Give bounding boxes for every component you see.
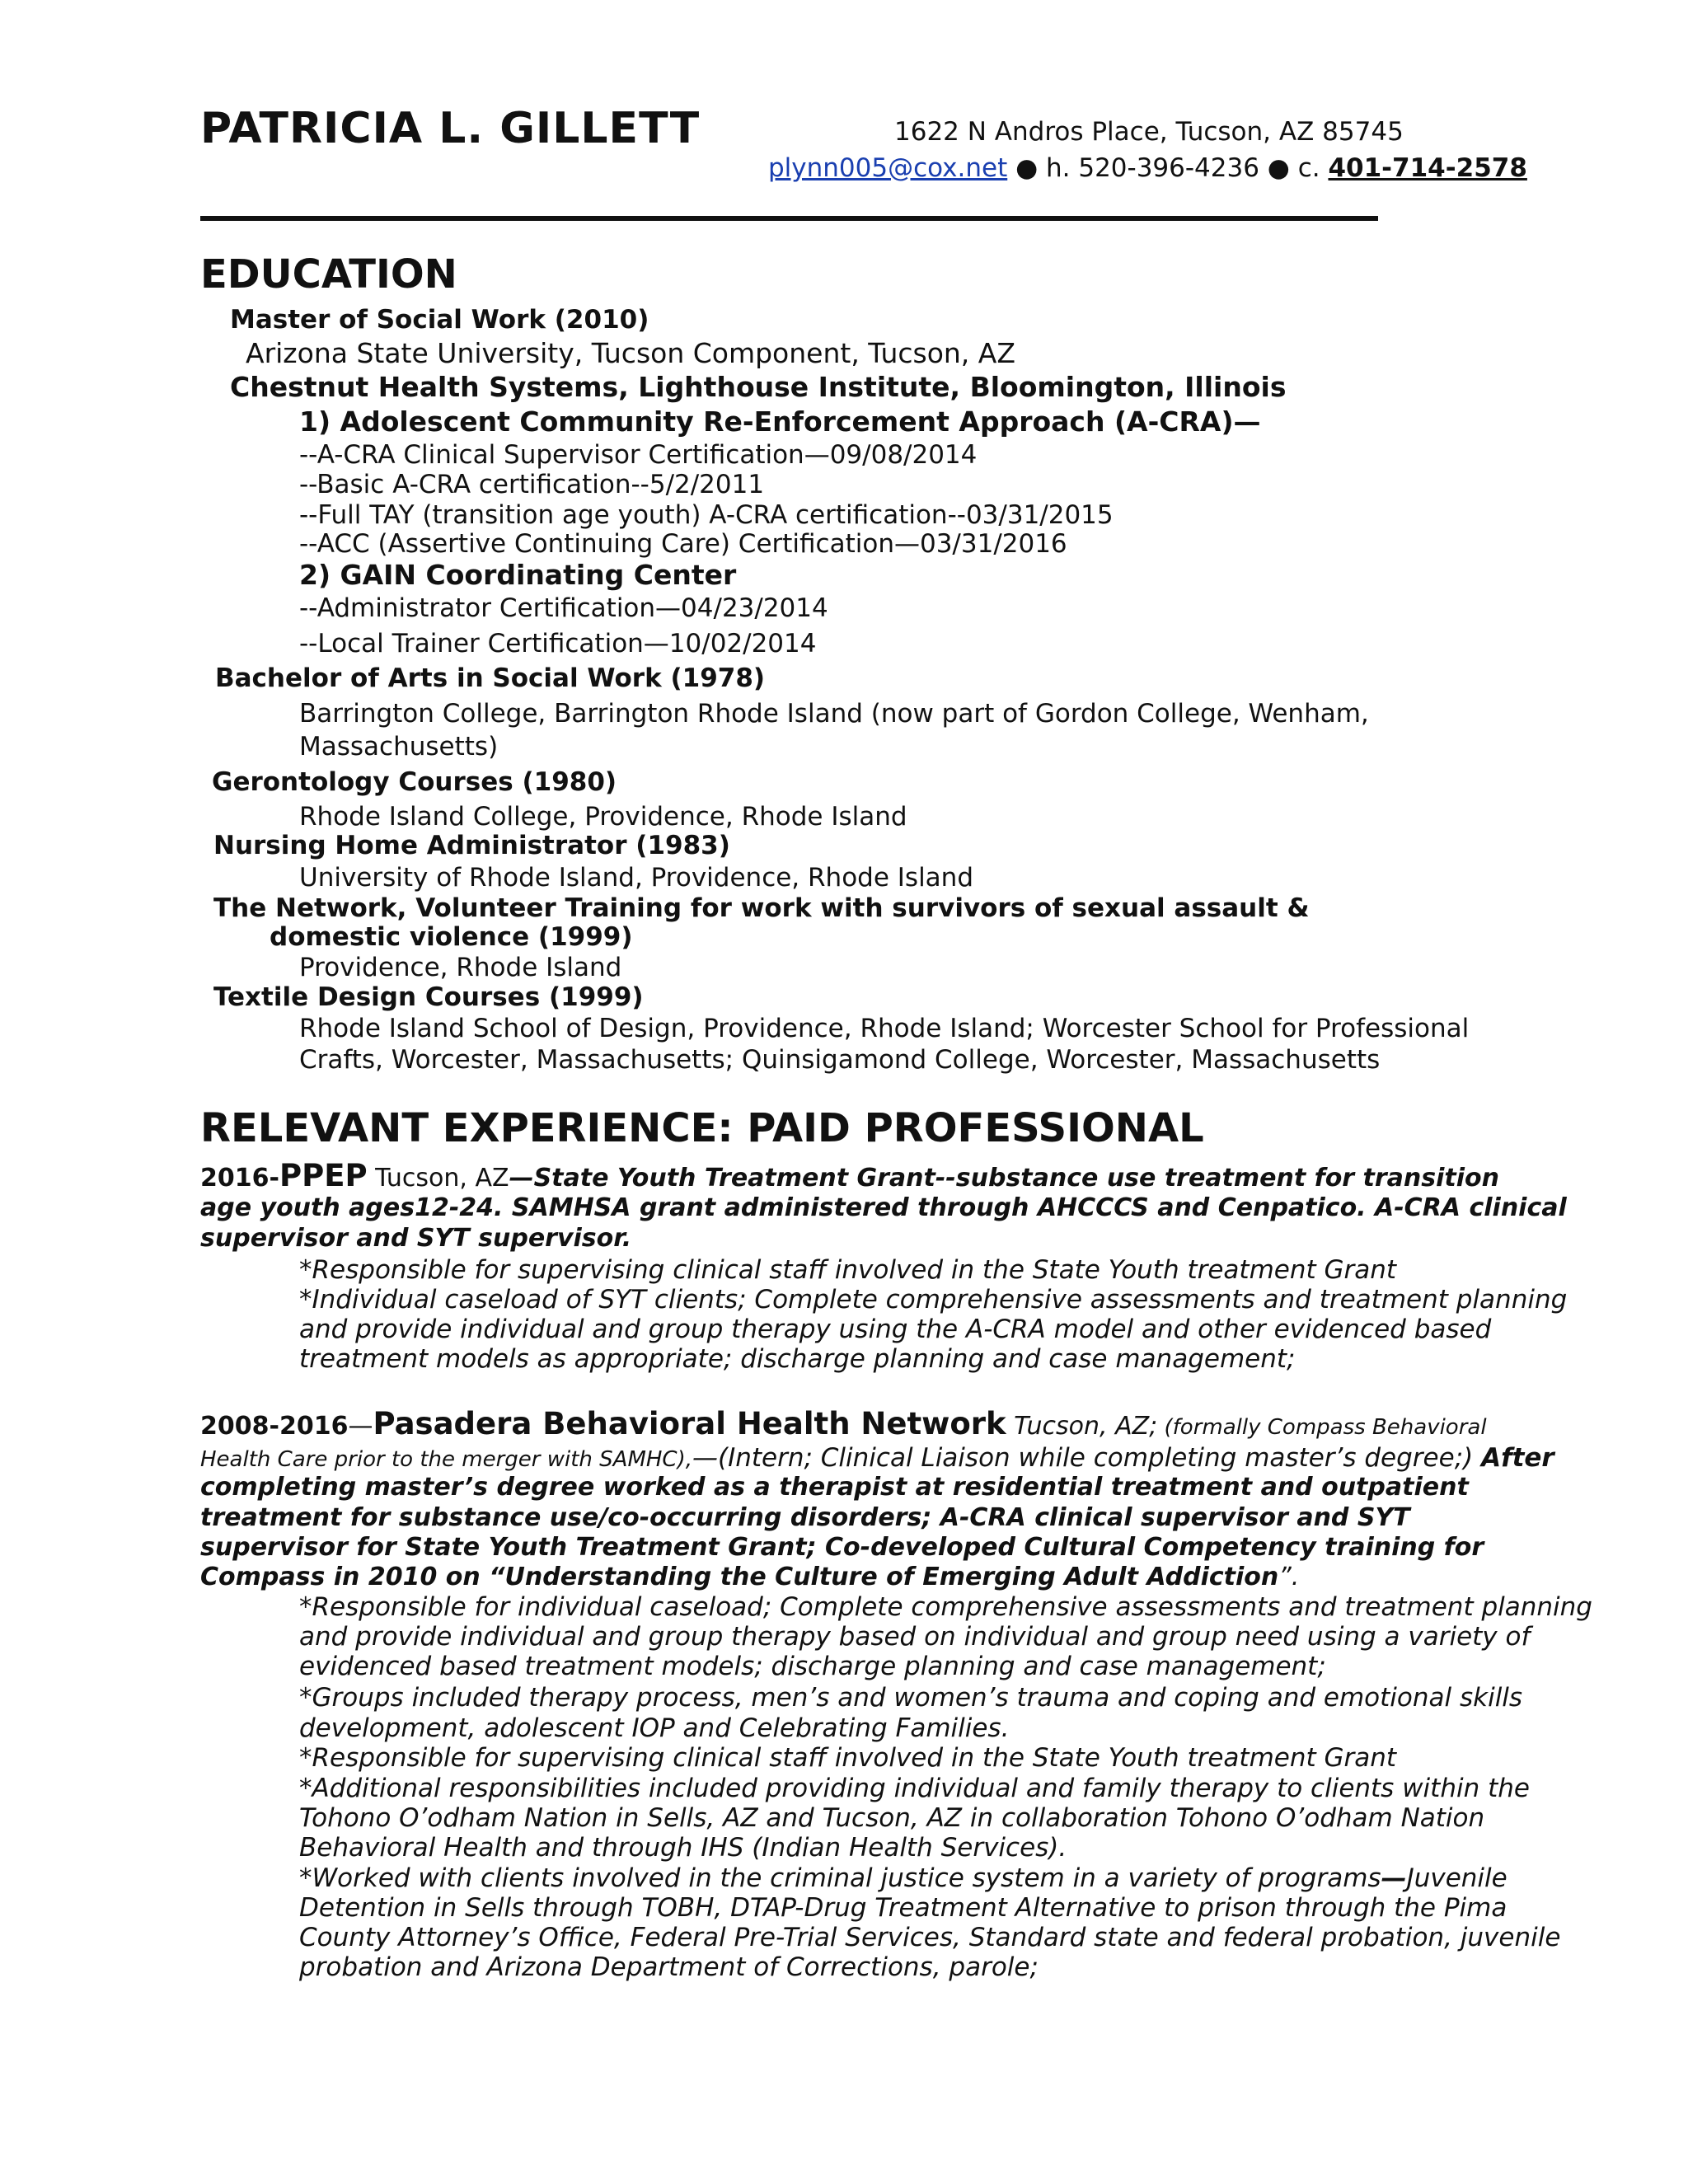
ppep-place: Tucson, AZ xyxy=(367,1164,509,1193)
pasadera-bullet: probation and Arizona Department of Corrections, parole; xyxy=(299,1952,1039,1982)
nursing-title: Nursing Home Administrator (1983) xyxy=(213,831,730,860)
pasadera-summary: Compass in 2010 on “Understanding the Culture of Emerging Adult Addiction xyxy=(200,1563,1279,1591)
pasadera-bullet: Behavioral Health and through IHS (Indian Health Services). xyxy=(299,1833,1067,1863)
pasadera-intro xyxy=(200,1442,1554,1475)
acra-item: --Basic A-CRA certification--5/2/2011 xyxy=(299,470,765,499)
msw-school: Arizona State University, Tucson Component, Tucson, AZ xyxy=(246,337,1015,369)
pasadera-after: After xyxy=(1481,1443,1554,1473)
acra-item: --Full TAY (transition age youth) A-CRA certification--03/31/2015 xyxy=(299,500,1114,530)
ppep-desc: —State Youth Treatment Grant--substance use treatment for transition xyxy=(509,1164,1500,1193)
bullet-text: *Worked with clients involved in the criminal justice system in a variety of programs xyxy=(299,1863,1381,1893)
bullet-text: Juvenile xyxy=(1406,1863,1507,1893)
pasadera-header xyxy=(200,1408,1487,1443)
gerontology-title: Gerontology Courses (1980) xyxy=(212,767,617,797)
nursing-school: University of Rhode Island, Providence, Rhode Island xyxy=(299,863,974,893)
pasadera-bullet: Detention in Sells through TOBH, DTAP-Drug Treatment Alternative to prison through the Pima xyxy=(299,1893,1507,1923)
acra-title: 1) Adolescent Community Re-Enforcement Approach (A-CRA)— xyxy=(299,405,1261,438)
textile-school: Rhode Island School of Design, Providence, Rhode Island; Worcester School for Professional xyxy=(299,1014,1470,1043)
em-dash: — xyxy=(1381,1863,1407,1893)
gain-title: 2) GAIN Coordinating Center xyxy=(299,559,737,591)
ppep-bullet: treatment models as appropriate; discharge planning and case management; xyxy=(299,1344,1296,1374)
ppep-bullet: *Individual caseload of SYT clients; Complete comprehensive assessments and treatment planning xyxy=(299,1285,1568,1315)
pasadera-summary: supervisor for State Youth Treatment Grant; Co-developed Cultural Competency training for xyxy=(200,1533,1484,1562)
ppep-bullet: *Responsible for supervising clinical staff involved in the State Youth treatment Grant xyxy=(299,1255,1397,1285)
email-link[interactable]: plynn005@cox.net xyxy=(768,153,1008,183)
pasadera-bullet: *Responsible for individual caseload; Complete comprehensive assessments and treatment planning xyxy=(299,1592,1592,1622)
network-title: The Network, Volunteer Training for work with survivors of sexual assault & xyxy=(213,893,1310,923)
pasadera-formerly: (formally Compass Behavioral xyxy=(1157,1415,1487,1440)
pasadera-dash: — xyxy=(348,1412,373,1441)
header-divider xyxy=(200,216,1378,221)
ba-title: Bachelor of Arts in Social Work (1978) xyxy=(215,663,766,693)
ppep-org: PPEP xyxy=(279,1158,368,1193)
ppep-desc: supervisor and SYT supervisor. xyxy=(200,1224,632,1253)
pasadera-formerly: Health Care prior to the merger with SAMHC), xyxy=(200,1447,692,1472)
pasadera-summary-end: ”. xyxy=(1278,1563,1300,1591)
gain-item: --Local Trainer Certification—10/02/2014 xyxy=(299,629,817,658)
pasadera-bullet: and provide individual and group therapy based on individual and group need using a variety of xyxy=(299,1622,1531,1652)
ba-school: Barrington College, Barrington Rhode Island (now part of Gordon College, Wenham, xyxy=(299,699,1369,729)
experience-heading: RELEVANT EXPERIENCE: PAID PROFESSIONAL xyxy=(200,1105,1204,1151)
ba-school: Massachusetts) xyxy=(299,732,499,762)
pasadera-org: Pasadera Behavioral Health Network xyxy=(373,1406,1006,1441)
address: 1622 N Andros Place, Tucson, AZ 85745 xyxy=(894,117,1404,147)
pasadera-intern: —(Intern; Clinical Liaison while completing master’s degree;) xyxy=(692,1443,1482,1473)
chestnut-title: Chestnut Health Systems, Lighthouse Institute, Bloomington, Illinois xyxy=(230,371,1287,403)
textile-school: Crafts, Worcester, Massachusetts; Quinsigamond College, Worcester, Massachusetts xyxy=(299,1045,1381,1075)
network-title: domestic violence (1999) xyxy=(270,922,633,952)
candidate-name: PATRICIA L. GILLETT xyxy=(200,104,701,153)
pasadera-place: Tucson, AZ; xyxy=(1006,1412,1158,1441)
pasadera-bullet: evidenced based treatment models; discharge planning and case management; xyxy=(299,1652,1326,1681)
gerontology-school: Rhode Island College, Providence, Rhode Island xyxy=(299,802,907,832)
pasadera-bullet: Tohono O’odham Nation in Sells, AZ and Tucson, AZ in collaboration Tohono O’odham Nation xyxy=(299,1803,1485,1833)
acra-item: --A-CRA Clinical Supervisor Certification—09/08/2014 xyxy=(299,440,978,470)
education-heading: EDUCATION xyxy=(200,251,457,298)
pasadera-bullet xyxy=(299,1863,1507,1894)
ppep-year: 2016- xyxy=(200,1164,279,1193)
pasadera-bullet: development, adolescent IOP and Celebrating Families. xyxy=(299,1713,1010,1743)
pasadera-summary: treatment for substance use/co-occurring disorders; A-CRA clinical supervisor and SYT xyxy=(200,1503,1410,1532)
pasadera-summary-last xyxy=(200,1562,1299,1593)
pasadera-bullet: *Groups included therapy process, men’s and women’s trauma and coping and emotional skills xyxy=(299,1683,1523,1713)
network-place: Providence, Rhode Island xyxy=(299,953,622,982)
ppep-bullet: and provide individual and group therapy using the A-CRA model and other evidenced based xyxy=(299,1315,1492,1344)
acra-item: --ACC (Assertive Continuing Care) Certification—03/31/2016 xyxy=(299,529,1067,559)
msw-title: Master of Social Work (2010) xyxy=(230,305,649,335)
home-phone: ● h. 520-396-4236 ● c. xyxy=(1007,153,1329,183)
pasadera-bullet: *Additional responsibilities included providing individual and family therapy to clients within the xyxy=(299,1774,1530,1803)
contact-line xyxy=(768,153,1527,183)
gain-item: --Administrator Certification—04/23/2014 xyxy=(299,593,828,623)
cell-phone: 401-714-2578 xyxy=(1328,153,1527,183)
ppep-header xyxy=(200,1160,1499,1194)
pasadera-year: 2008-2016 xyxy=(200,1412,349,1441)
textile-title: Textile Design Courses (1999) xyxy=(213,982,644,1012)
pasadera-bullet: County Attorney’s Office, Federal Pre-Trial Services, Standard state and federal probation, juvenile xyxy=(299,1923,1561,1952)
pasadera-summary: completing master’s degree worked as a therapist at residential treatment and outpatient xyxy=(200,1473,1469,1502)
ppep-desc: age youth ages12-24. SAMHSA grant administered through AHCCCS and Cenpatico. A-CRA clinical xyxy=(200,1193,1567,1222)
pasadera-bullet: *Responsible for supervising clinical staff involved in the State Youth treatment Grant xyxy=(299,1743,1397,1773)
